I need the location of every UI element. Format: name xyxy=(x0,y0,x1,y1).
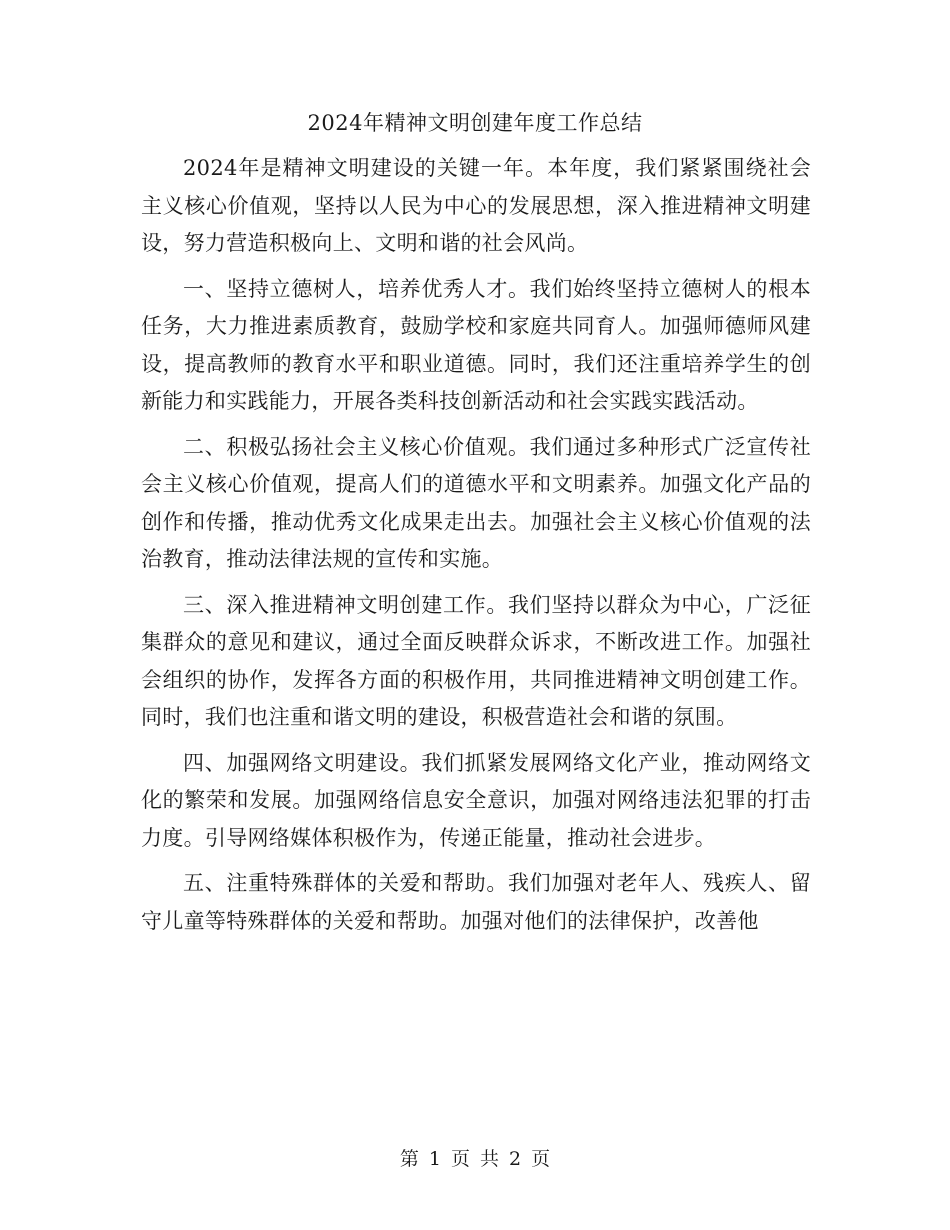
page-footer: 第 1 页 共 2 页 xyxy=(399,1148,551,1170)
paragraph-section-2: 二、积极弘扬社会主义核心价值观。我们通过多种形式广泛宣传社会主义核心价值观，提高人们的道德水平和文明素养。加强文化产品的创作和传播，推动优秀文化成果走出去。加强社会主义核心价值观的法治教育，推动法律法规的宣传和实施。 xyxy=(141,434,811,571)
document-body xyxy=(141,150,811,948)
document-title: 2024年精神文明创建年度工作总结 xyxy=(307,111,643,135)
paragraph-section-4: 四、加强网络文明建设。我们抓紧发展网络文化产业，推动网络文化的繁荣和发展。加强网络信息安全意识，加强对网络违法犯罪的打击力度。引导网络媒体积极作为，传递正能量，推动社会进步。 xyxy=(141,750,811,850)
paragraph-section-3: 三、深入推进精神文明创建工作。我们坚持以群众为中心，广泛征集群众的意见和建议，通过全面反映群众诉求，不断改进工作。加强社会组织的协作，发挥各方面的积极作用，共同推进精神文明创建工作。同时，我们也注重和谐文明的建设，积极营造社会和谐的氛围。 xyxy=(141,592,811,729)
paragraph-section-1: 一、坚持立德树人，培养优秀人才。我们始终坚持立德树人的根本任务，大力推进素质教育，鼓励学校和家庭共同育人。加强师德师风建设，提高教师的教育水平和职业道德。同时，我们还注重培养学生的创新能力和实践能力，开展各类科技创新活动和社会实践实践活动。 xyxy=(141,276,811,413)
paragraph-intro: 2024年是精神文明建设的关键一年。本年度，我们紧紧围绕社会主义核心价值观，坚持以人民为中心的发展思想，深入推进精神文明建设，努力营造积极向上、文明和谐的社会风尚。 xyxy=(141,156,811,255)
paragraph-section-5: 五、注重特殊群体的关爱和帮助。我们加强对老年人、残疾人、留守儿童等特殊群体的关爱和帮助。加强对他们的法律保护，改善他 xyxy=(141,871,811,933)
